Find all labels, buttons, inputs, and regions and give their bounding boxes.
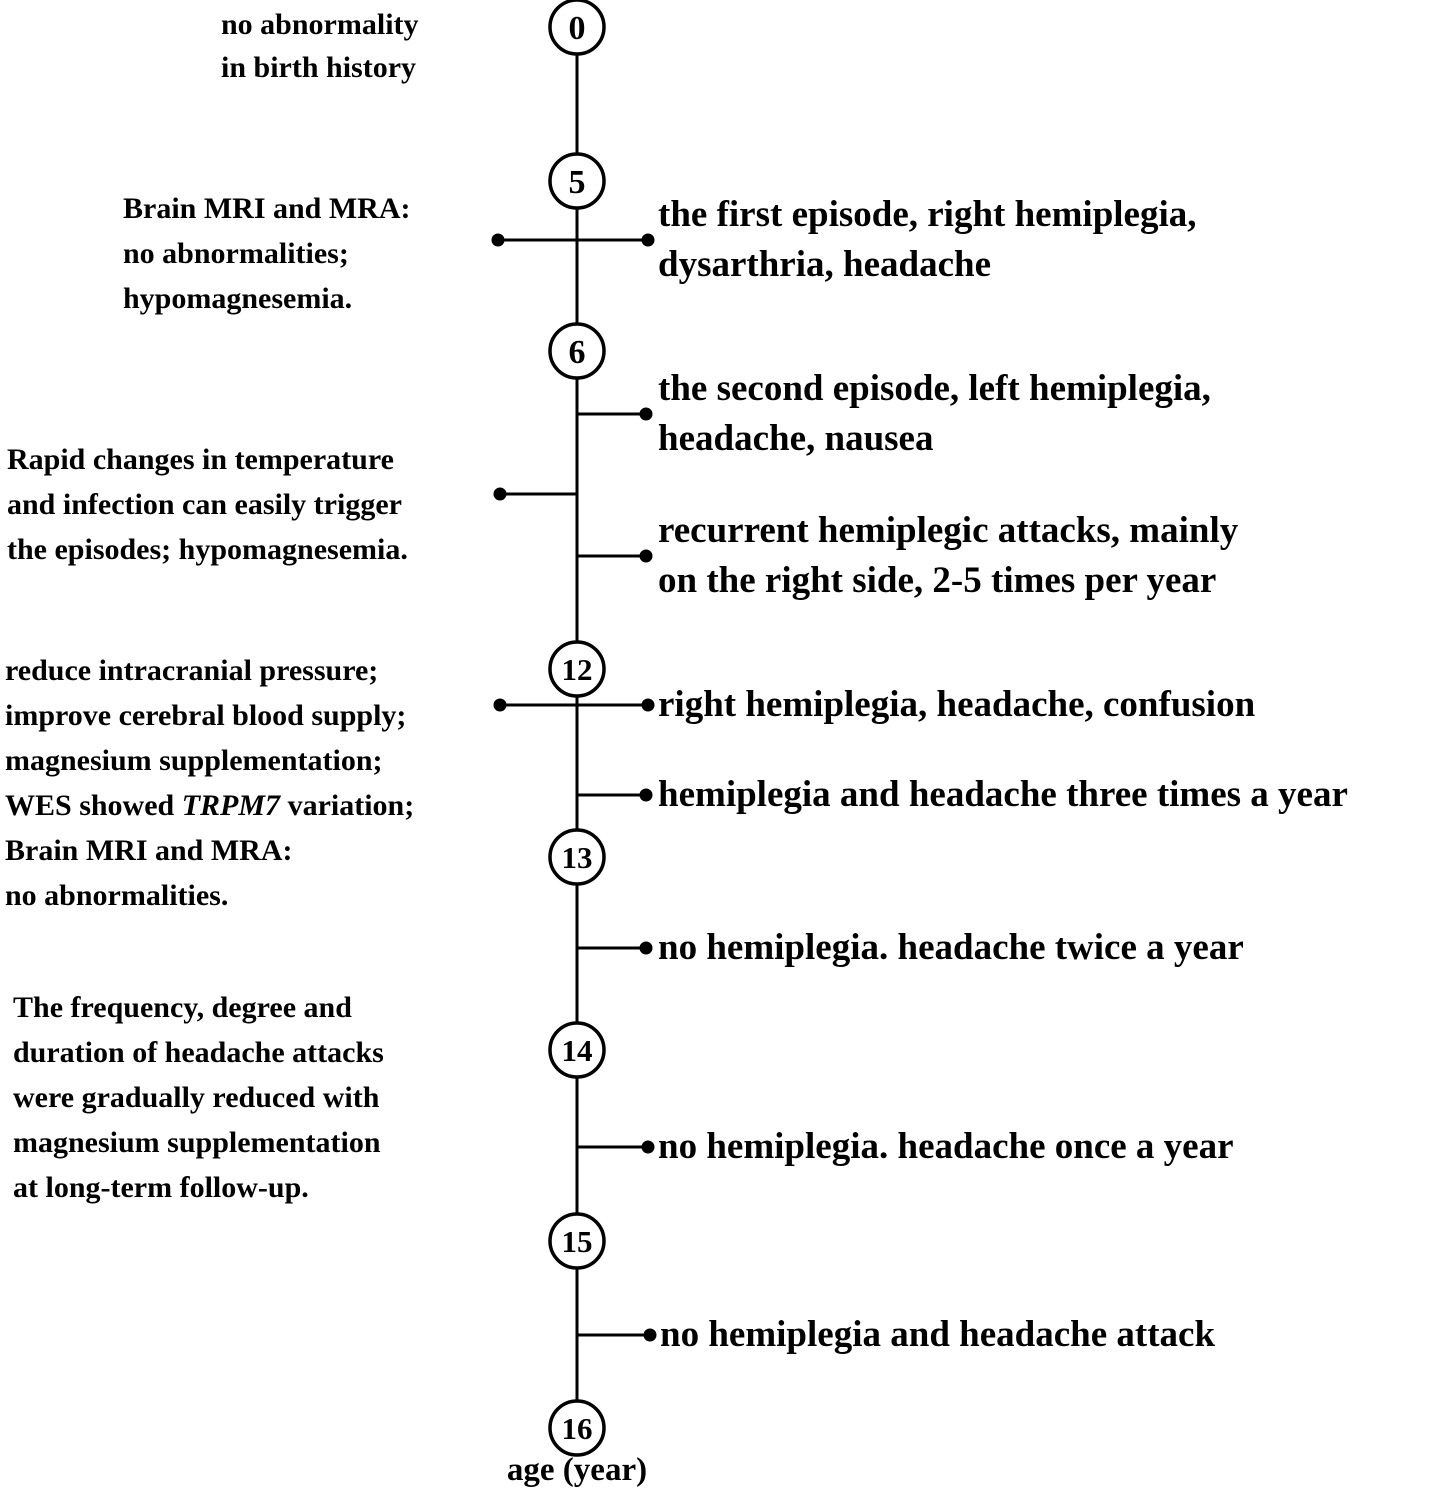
connector-dot bbox=[640, 789, 653, 802]
annotation-line: no hemiplegia and headache attack bbox=[660, 1314, 1216, 1355]
connector-dot bbox=[494, 699, 507, 712]
annotation-treatment-wes bbox=[5, 648, 414, 918]
annotation-followup bbox=[13, 985, 384, 1210]
annotation-line: no abnormalities; bbox=[123, 237, 349, 270]
event-once-a-year bbox=[658, 1122, 1234, 1172]
age-marker-label: 14 bbox=[561, 1032, 593, 1068]
connector-dot bbox=[642, 699, 655, 712]
annotation-line: duration of headache attacks bbox=[13, 1036, 384, 1069]
connector-dot bbox=[640, 942, 653, 955]
annotation-line: on the right side, 2-5 times per year bbox=[658, 560, 1217, 601]
annotation-line: Brain MRI and MRA: bbox=[5, 834, 293, 867]
connector-dot bbox=[492, 234, 505, 247]
annotation-line: no hemiplegia. headache once a year bbox=[658, 1126, 1234, 1167]
event-first-episode bbox=[658, 190, 1197, 290]
annotation-line: recurrent hemiplegic attacks, mainly bbox=[658, 510, 1239, 551]
annotation-line: no abnormalities. bbox=[5, 879, 229, 912]
age-marker-label: 16 bbox=[561, 1410, 593, 1446]
connector-dot bbox=[642, 1141, 655, 1154]
annotation-mri-age5 bbox=[123, 186, 411, 321]
annotation-line: Rapid changes in temperature bbox=[7, 443, 394, 476]
age-marker-label: 5 bbox=[568, 163, 586, 201]
annotation-line: the second episode, left hemiplegia, bbox=[658, 368, 1211, 409]
connector-dot bbox=[640, 408, 653, 421]
connector-dot bbox=[494, 488, 507, 501]
annotation-line: right hemiplegia, headache, confusion bbox=[658, 684, 1256, 725]
annotation-line: at long-term follow-up. bbox=[13, 1171, 309, 1204]
annotation-line: the episodes; hypomagnesemia. bbox=[7, 533, 408, 566]
annotation-line: headache, nausea bbox=[658, 418, 934, 459]
gene-line-post: variation; bbox=[280, 789, 415, 822]
connector-dot bbox=[640, 550, 653, 563]
event-age12-episode bbox=[658, 680, 1255, 730]
annotation-line: reduce intracranial pressure; bbox=[5, 654, 379, 687]
annotation-line: magnesium supplementation bbox=[13, 1126, 381, 1159]
event-second-episode bbox=[658, 364, 1211, 464]
annotation-line: no abnormality bbox=[221, 8, 419, 41]
annotation-line: were gradually reduced with bbox=[13, 1081, 380, 1114]
annotation-line: magnesium supplementation; bbox=[5, 744, 383, 777]
annotation-line: Brain MRI and MRA: bbox=[123, 192, 411, 225]
annotation-line: hypomagnesemia. bbox=[123, 282, 353, 315]
connector-dot bbox=[642, 234, 655, 247]
event-three-times-a-year bbox=[658, 770, 1348, 820]
event-no-attacks bbox=[660, 1310, 1215, 1360]
annotation-triggers bbox=[7, 437, 408, 572]
annotation-line: in birth history bbox=[221, 51, 417, 84]
annotation-line: improve cerebral blood supply; bbox=[5, 699, 407, 732]
annotation-line: The frequency, degree and bbox=[13, 991, 352, 1024]
age-marker-label: 0 bbox=[568, 9, 586, 47]
annotation-line: and infection can easily trigger bbox=[7, 488, 402, 521]
annotation-line: dysarthria, headache bbox=[658, 244, 991, 285]
age-marker-label: 6 bbox=[568, 333, 586, 371]
annotation-line: no hemiplegia. headache twice a year bbox=[658, 927, 1244, 968]
age-marker-label: 15 bbox=[561, 1223, 593, 1259]
annotation-line: hemiplegia and headache three times a year bbox=[658, 774, 1348, 815]
event-recurrent-attacks bbox=[658, 506, 1238, 606]
annotation-line: the first episode, right hemiplegia, bbox=[658, 194, 1197, 235]
age-marker-label: 12 bbox=[561, 651, 593, 687]
annotation-line-gene bbox=[5, 783, 414, 828]
annotation-birth-history bbox=[221, 3, 419, 89]
gene-line-pre: WES showed bbox=[5, 789, 182, 822]
axis-label: age (year) bbox=[506, 1452, 648, 1488]
event-twice-a-year bbox=[658, 923, 1244, 973]
connector-dot bbox=[644, 1329, 657, 1342]
age-marker-label: 13 bbox=[561, 839, 593, 875]
gene-name-trpm7: TRPM7 bbox=[181, 789, 281, 822]
